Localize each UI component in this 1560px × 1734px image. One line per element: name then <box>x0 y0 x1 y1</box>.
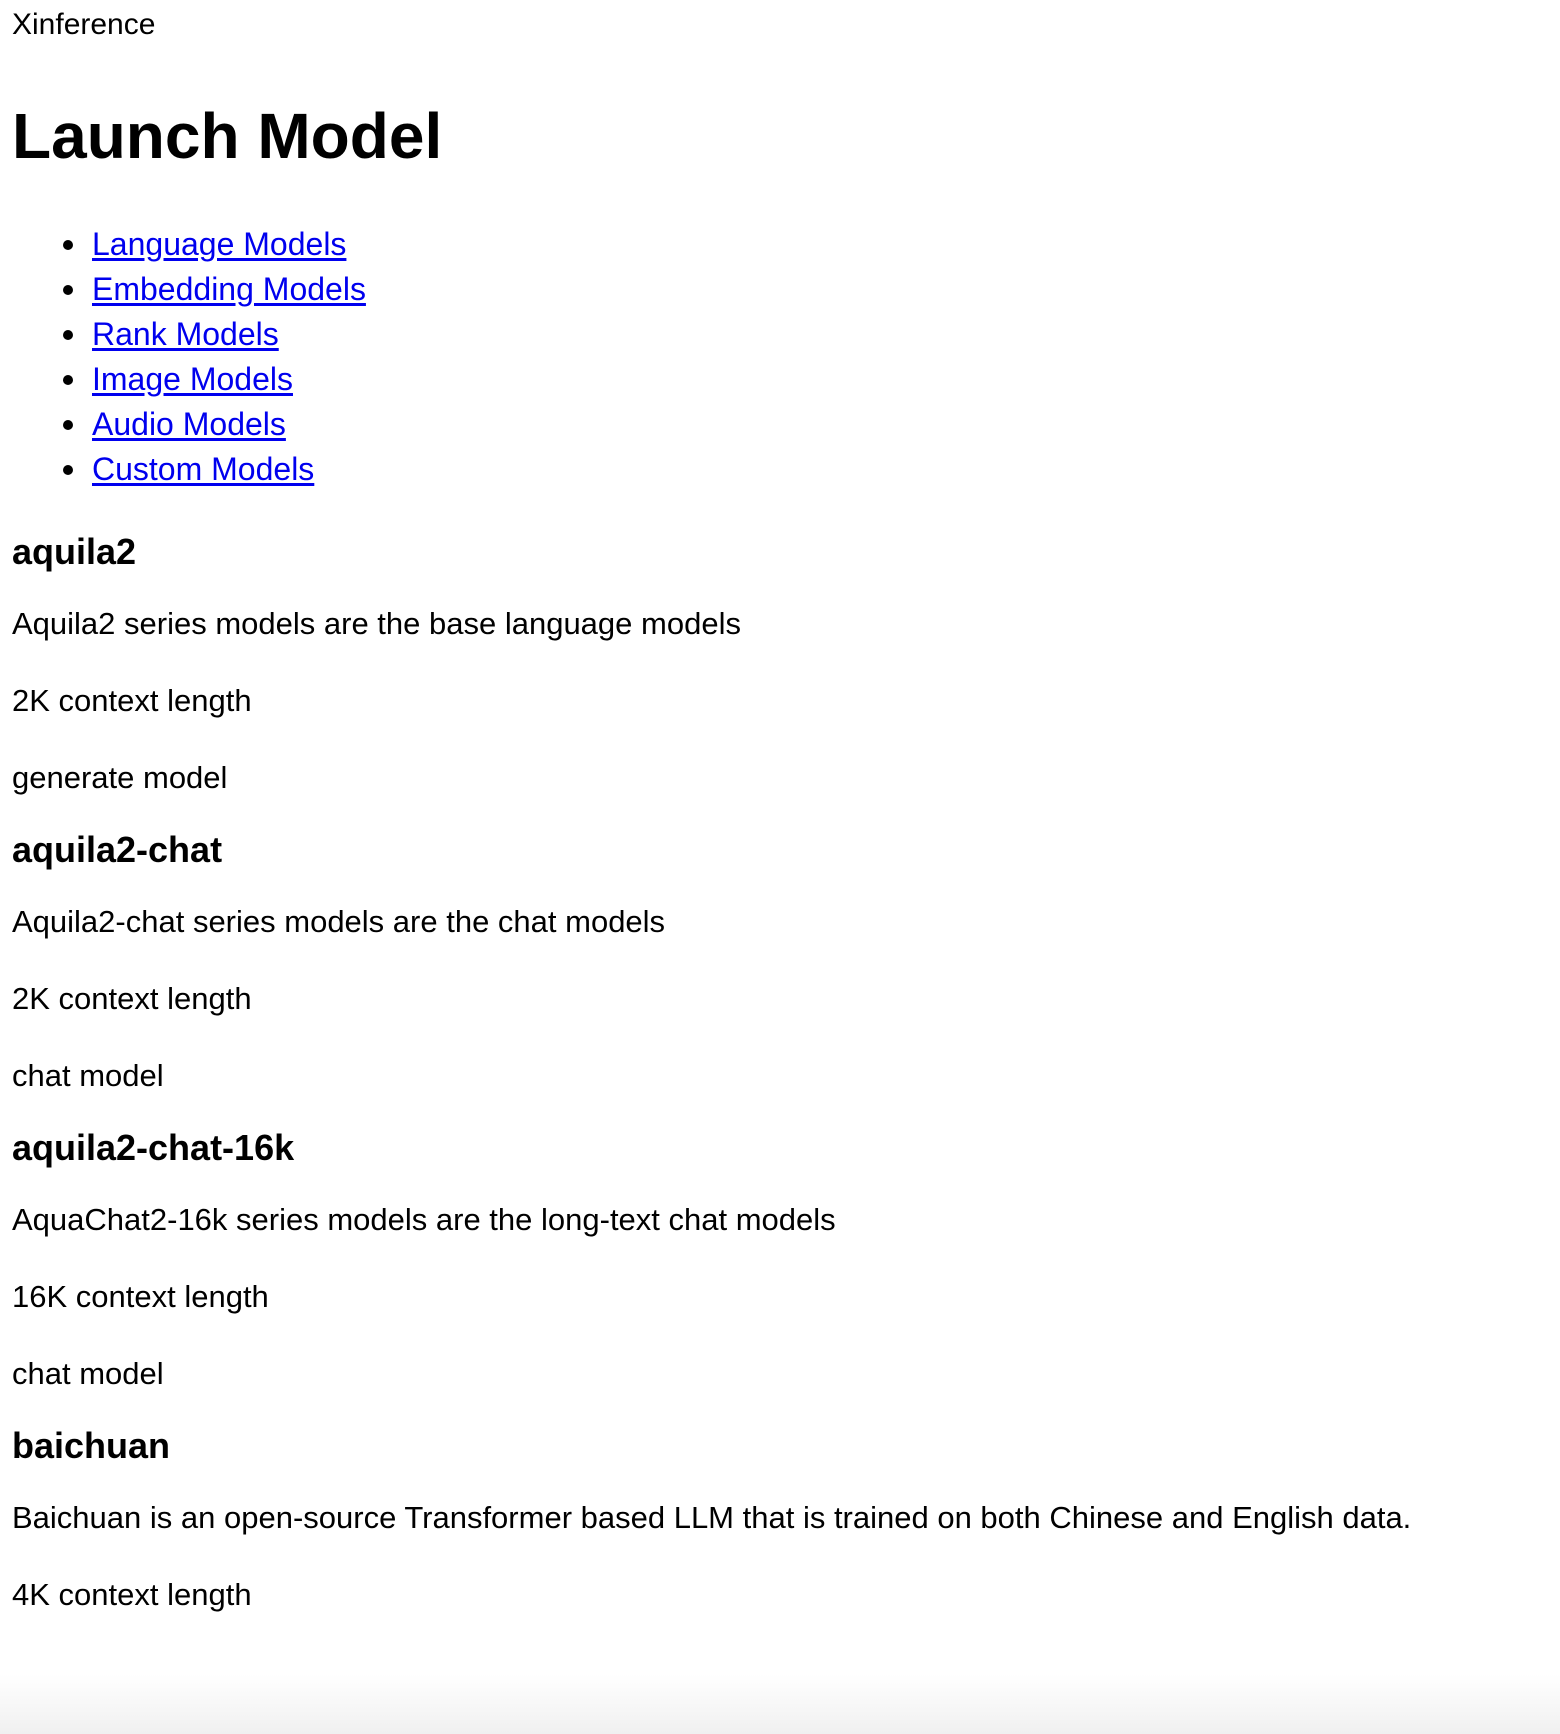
model-name: aquila2 <box>12 531 137 572</box>
model-context-length: 16K context length <box>12 1279 269 1314</box>
model-entry-aquila2 <box>12 530 1548 828</box>
model-type: chat model <box>12 1058 164 1093</box>
language-models-link[interactable]: Language Models <box>92 226 347 262</box>
bottom-fade <box>0 1674 1560 1734</box>
nav-item-custom-models <box>12 447 366 492</box>
audio-models-link[interactable]: Audio Models <box>92 406 286 442</box>
model-description: Aquila2 series models are the base language models <box>12 606 741 641</box>
model-name: aquila2-chat <box>12 829 223 870</box>
nav-item-rank-models <box>12 312 366 357</box>
model-entry-aquila2-chat-16k <box>12 1126 1548 1424</box>
model-type: chat model <box>12 1356 164 1391</box>
rank-models-link[interactable]: Rank Models <box>92 316 279 352</box>
model-context-length: 4K context length <box>12 1577 252 1612</box>
embedding-models-link[interactable]: Embedding Models <box>92 271 366 307</box>
nav-item-audio-models <box>12 402 366 447</box>
image-models-link[interactable]: Image Models <box>92 361 293 397</box>
model-entry-baichuan <box>12 1424 1548 1652</box>
nav-item-language-models <box>12 222 366 267</box>
nav-item-embedding-models <box>12 267 366 312</box>
model-type: generate model <box>12 760 228 795</box>
model-name: aquila2-chat-16k <box>12 1127 295 1168</box>
model-context-length: 2K context length <box>12 981 252 1016</box>
model-description: Baichuan is an open-source Transformer based LLM that is trained on both Chinese and English data. <box>12 1500 1412 1535</box>
model-name: baichuan <box>12 1425 171 1466</box>
model-description: AquaChat2-16k series models are the long-text chat models <box>12 1202 836 1237</box>
custom-models-link[interactable]: Custom Models <box>92 451 315 487</box>
model-context-length: 2K context length <box>12 683 252 718</box>
model-list <box>12 530 1548 1652</box>
model-description: Aquila2-chat series models are the chat models <box>12 904 666 939</box>
nav-item-image-models <box>12 357 366 402</box>
model-category-nav <box>12 222 366 492</box>
model-entry-aquila2-chat <box>12 828 1548 1126</box>
app-title: Xinference <box>12 8 156 41</box>
page-title: Launch Model <box>12 100 443 172</box>
